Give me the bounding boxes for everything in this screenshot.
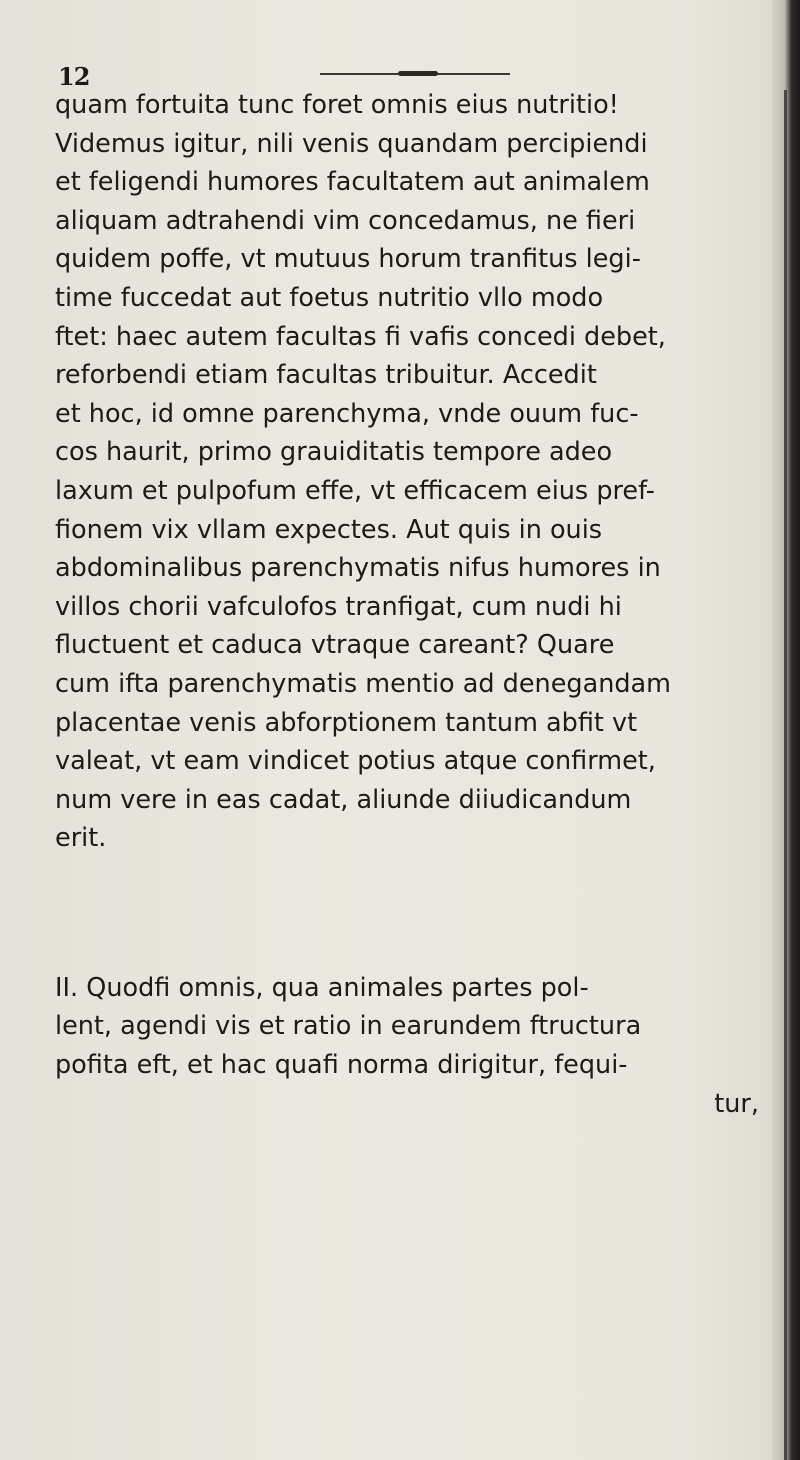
text-line: cos haurit, primo grauiditatis tempore adeo [55,437,613,468]
text-line: abdominalibus parenchymatis nifus humores in [55,553,661,584]
text-line: reforbendi etiam facultas tribuitur. Accedit [55,360,597,391]
text-line: placentae venis abforptionem tantum abfit vt [55,707,638,738]
paragraph-gap [55,858,775,969]
text-line: ftet: haec autem facultas fi vafis concedi debet, [55,321,666,352]
body-text [55,86,775,1123]
text-line: valeat, vt eam vindicet potius atque confirmet, [55,746,656,777]
text-line: erit. [55,823,107,854]
text-line: fionem vix vllam expectes. Aut quis in ouis [55,514,603,545]
text-line: cum ifta parenchymatis mentio ad denegandam [55,668,672,699]
text-line: quidem poffe, vt mutuus horum tranfitus legi- [55,244,641,275]
text-line: time fuccedat aut foetus nutritio vllo modo [55,282,604,313]
page-number: 12 [58,62,90,91]
header-ornament-rule [320,73,510,75]
text-line: Videmus igitur, nili venis quandam percipiendi [55,128,648,159]
text-line: fluctuent et caduca vtraque careant? Quare [55,630,615,661]
text-line: II. Quodfi omnis, qua animales partes pol- [55,972,589,1003]
text-line: aliquam adtrahendi vim concedamus, ne fieri [55,205,636,236]
gutter-line [784,90,787,1460]
text-line: lent, agendi vis et ratio in earundem ftructura [55,1011,642,1042]
text-line: pofita eft, et hac quafi norma dirigitur, fequi- [55,1050,628,1081]
text-line: num vere in eas cadat, aliunde diiudicandum [55,784,632,815]
text-line: et feligendi humores facultatem aut animalem [55,167,650,198]
text-line: quam fortuita tunc foret omnis eius nutritio! [55,90,619,120]
text-line: laxum et pulpofum effe, vt efficacem eius pref- [55,475,655,506]
text-line: et hoc, id omne parenchyma, vnde ouum fuc- [55,398,639,429]
catchword: tur, [714,1088,759,1119]
text-line: villos chorii vafculofos tranfigat, cum nudi hi [55,591,622,622]
